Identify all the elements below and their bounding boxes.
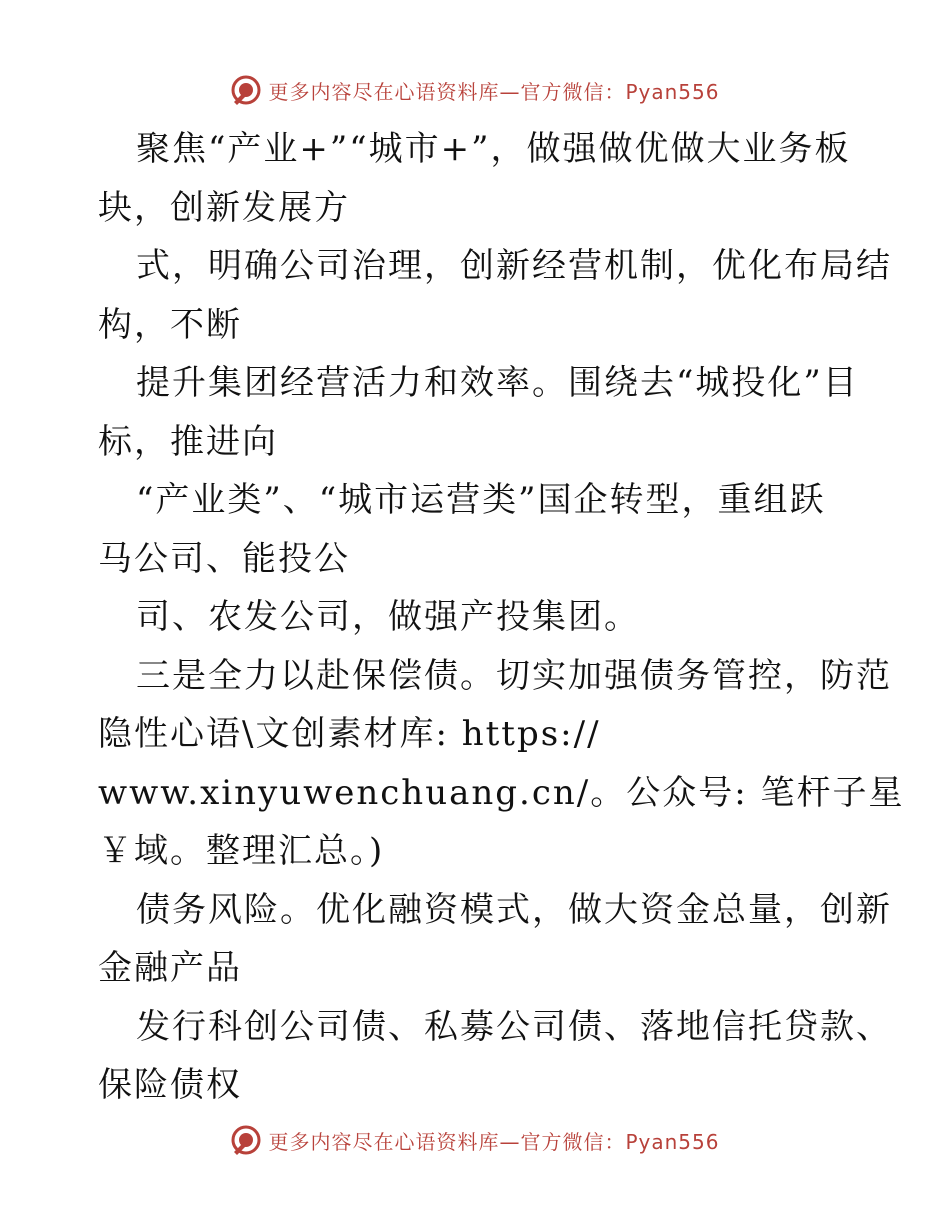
pen-circle-logo-icon bbox=[230, 1124, 262, 1156]
footer-watermark bbox=[0, 1120, 950, 1160]
text-line: 提升集团经营活力和效率。围绕去“城投化”目 bbox=[136, 363, 859, 403]
text-line: ￥域。整理汇总。) bbox=[98, 831, 385, 871]
text-line: 马公司、能投公 bbox=[98, 538, 350, 579]
text-line: 债务风险。优化融资模式，做大资金总量，创新 bbox=[136, 889, 892, 930]
text-line: 司、农发公司，做强产投集团。 bbox=[136, 597, 640, 637]
footer-watermark-text: 更多内容尽在心语资料库—官方微信：Pyan556 bbox=[268, 1129, 720, 1154]
header-watermark bbox=[0, 70, 950, 110]
pen-circle-logo-icon bbox=[230, 74, 262, 106]
text-line: “产业类”、“城市运营类”国企转型，重组跃 bbox=[136, 480, 826, 520]
text-line: 金融产品 bbox=[98, 948, 242, 988]
document-body bbox=[98, 120, 905, 1115]
text-line: 三是全力以赴保偿债。切实加强债务管控，防范 bbox=[136, 655, 892, 696]
text-line: 构，不断 bbox=[98, 304, 242, 345]
text-line: 标，推进向 bbox=[98, 421, 278, 462]
text-line: 块，创新发展方 bbox=[98, 187, 350, 228]
text-line: www.xinyuwenchuang.cn/。公众号: 笔杆子星 bbox=[98, 772, 905, 813]
header-watermark-text: 更多内容尽在心语资料库—官方微信：Pyan556 bbox=[268, 79, 720, 104]
text-line: 发行科创公司债、私募公司债、落地信托贷款、 bbox=[136, 1006, 892, 1047]
text-line: 式，明确公司治理，创新经营机制，优化布局结 bbox=[136, 246, 892, 286]
text-line: 聚焦“产业+”“城市+”，做强做优做大业务板 bbox=[136, 129, 851, 169]
text-line: 隐性心语\文创素材库: https:// bbox=[98, 714, 601, 754]
text-line: 保险债权 bbox=[98, 1065, 242, 1105]
